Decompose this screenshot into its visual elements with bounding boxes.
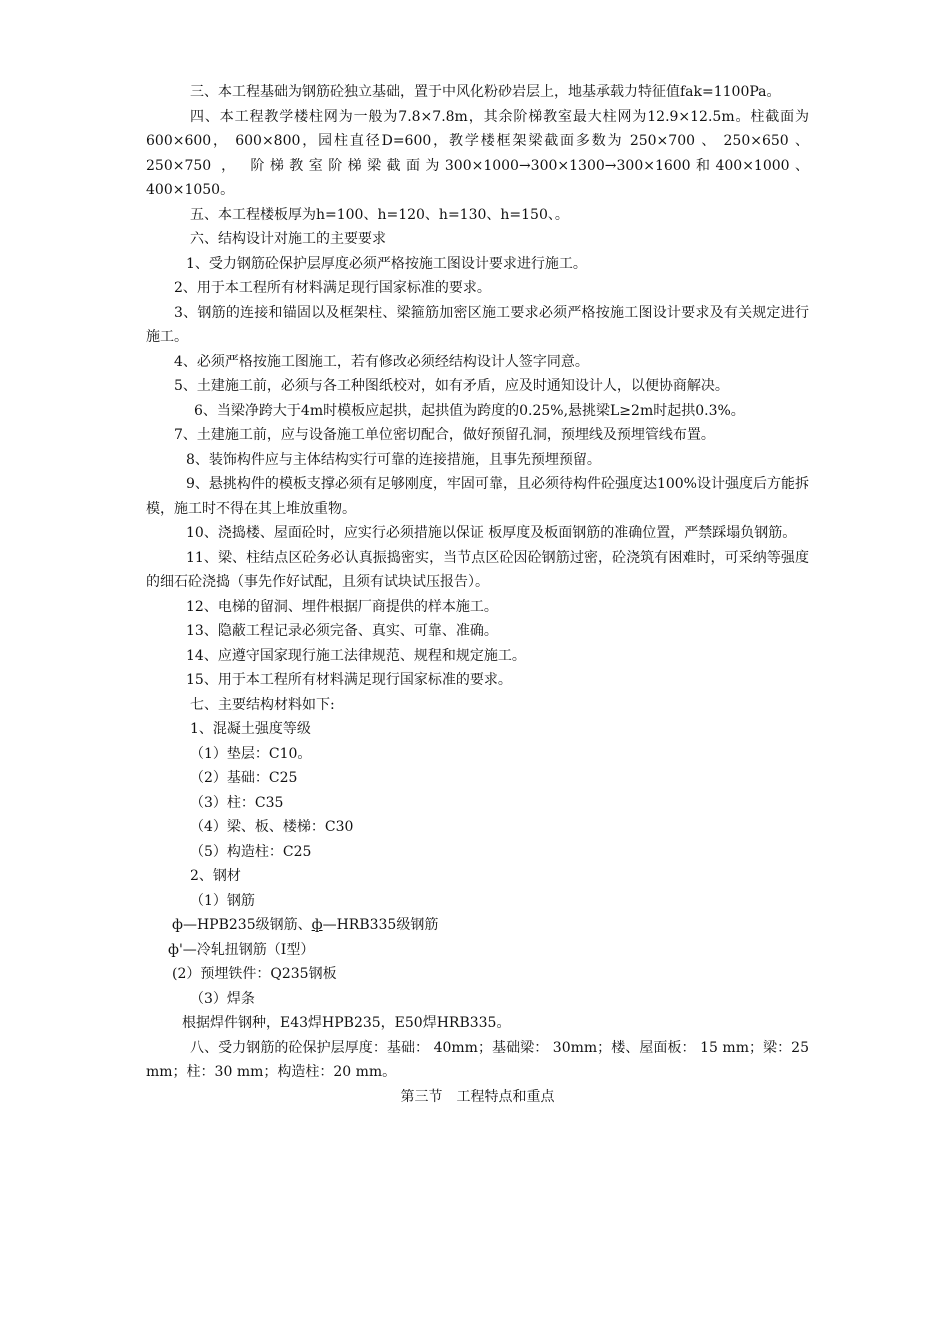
paragraph-r12: 12、电梯的留洞、埋件根据厂商提供的样本施工。 xyxy=(186,598,498,615)
paragraph-m2a: （1）钢筋 xyxy=(190,892,255,909)
paragraph-m1c: （3）柱：C35 xyxy=(190,794,284,811)
paragraph-m2e: 根据焊件钢种，E43焊HPB235，E50焊HRB335。 xyxy=(182,1015,511,1031)
paragraph-m1e: （5）构造柱：C25 xyxy=(190,843,312,860)
paragraph-group-main xyxy=(146,80,809,913)
paragraph-m2c: (2）预埋铁件：Q235钢板 xyxy=(172,966,337,982)
rebar-symbol-hrb: ф xyxy=(311,917,323,933)
paragraph-r8: 8、装饰构件应与主体结构实行可靠的连接措施，且事先预埋预留。 xyxy=(186,451,601,468)
paragraph-r3: 3、钢筋的连接和锚固以及框架柱、梁箍筋加密区施工要求必须严格按施工图设计要求及有关规定进行施工。 xyxy=(146,304,809,345)
paragraph-r2: 2、用于本工程所有材料满足现行国家标准的要求。 xyxy=(174,280,491,296)
paragraph-m1a: （1）垫层：C10。 xyxy=(190,745,312,762)
paragraph-m2b: ф'—冷轧扭钢筋（Ⅰ型） xyxy=(168,941,315,958)
paragraph-r11: 11、梁、柱结点区砼务必认真振捣密实，当节点区砼因砼钢筋过密，砼浇筑有困难时，可采纳等强度的细石砼浇捣（事先作好试配，且须有试块试压报告）。 xyxy=(146,549,809,590)
document-page xyxy=(146,80,809,1109)
paragraph-r13: 13、隐蔽工程记录必须完备、真实、可靠、准确。 xyxy=(186,623,498,639)
section-heading: 第三节 工程特点和重点 xyxy=(400,1088,555,1105)
paragraph-m1b: （2）基础：C25 xyxy=(190,770,298,786)
paragraph-p6: 六、结构设计对施工的主要要求 xyxy=(190,231,386,247)
paragraph-r1: 1、受力钢筋砼保护层厚度必须严格按施工图设计要求进行施工。 xyxy=(186,255,587,272)
paragraph-m1: 1、混凝土强度等级 xyxy=(190,721,311,737)
paragraph-r9: 9、悬挑构件的模板支撑必须有足够刚度，牢固可靠，且必须待构件砼强度达100%设计强度后方能拆模，施工时不得在其上堆放重物。 xyxy=(146,476,809,517)
paragraph-p3: 三、本工程基础为钢筋砼独立基础，置于中风化粉砂岩层上，地基承载力特征值fak=1100Pa。 xyxy=(190,84,781,100)
paragraph-r4: 4、必须严格按施工图施工，若有修改必须经结构设计人签字同意。 xyxy=(174,353,589,370)
paragraph-group-materials xyxy=(146,938,809,1085)
paragraph-p5: 五、本工程楼板厚为h=100、h=120、h=130、h=150、。 xyxy=(190,206,569,223)
paragraph-r14: 14、应遵守国家现行施工法律规范、规程和规定施工。 xyxy=(186,647,526,664)
paragraph-m1d: （4）梁、板、楼梯：C30 xyxy=(190,819,354,835)
rebar-legend-line xyxy=(146,913,809,938)
paragraph-r15: 15、用于本工程所有材料满足现行国家标准的要求。 xyxy=(186,672,512,688)
paragraph-r6: 6、当梁净跨大于4m时模板应起拱，起拱值为跨度的0.25%,悬挑梁L≥2m时起拱0.3%。 xyxy=(194,402,745,419)
rebar-hrb335: —HRB335级钢筋 xyxy=(322,917,439,933)
rebar-hpb235: ф—HPB235级钢筋、 xyxy=(172,917,312,933)
paragraph-p7: 七、主要结构材料如下: xyxy=(190,696,335,713)
paragraph-m2: 2、钢材 xyxy=(190,868,241,884)
paragraph-p8: 八、受力钢筋的砼保护层厚度：基础： 40mm；基础梁： 30mm；楼、屋面板： 15 mm；梁：25 mm；柱：30 mm；构造柱：20 mm。 xyxy=(146,1039,809,1080)
paragraph-r10: 10、浇捣楼、屋面砼时，应实行必须措施以保证 板厚度及板面钢筋的准确位置，严禁踩塌负钢筋。 xyxy=(186,525,797,541)
paragraph-p4: 四、本工程教学楼柱网为一般为7.8×7.8m，其余阶梯教室最大柱网为12.9×12.5m。柱截面为600×600， 600×800，园柱直径D=600，教学楼框架梁截面多数为 250×700 、 250×650 、 250×750 ， 阶梯教室阶梯梁截面为300×1000→300×1300→300×1600和400×1000、400×1050。 xyxy=(146,108,809,198)
paragraph-m2d: （3）焊条 xyxy=(190,990,255,1007)
paragraph-r5: 5、土建施工前，必须与各工种图纸校对，如有矛盾，应及时通知设计人，以便协商解决。 xyxy=(174,378,729,394)
paragraph-r7: 7、土建施工前，应与设备施工单位密切配合，做好预留孔洞，预埋线及预埋管线布置。 xyxy=(174,427,715,443)
